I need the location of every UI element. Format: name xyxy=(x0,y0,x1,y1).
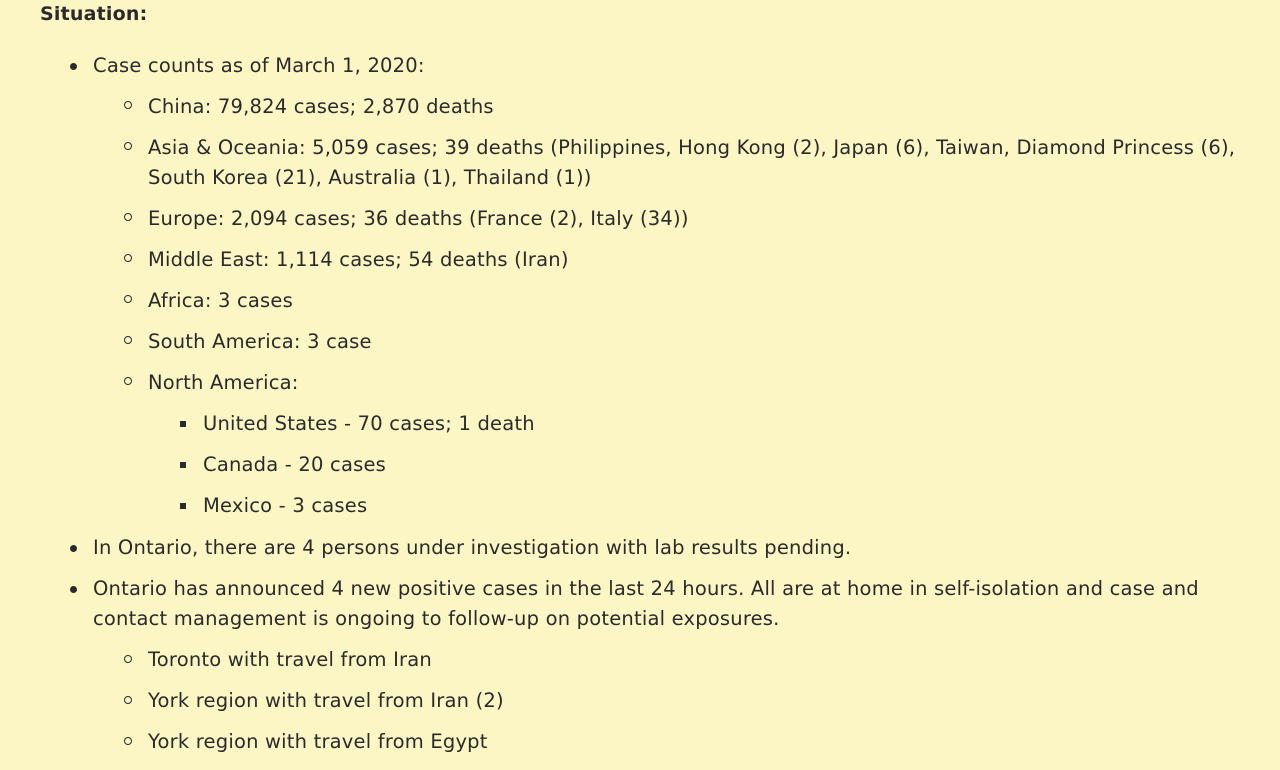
bullet-square xyxy=(180,421,186,427)
list-item-north-america: North America: xyxy=(148,371,299,394)
list-item-asia-oceania-cont: South Korea (21), Australia (1), Thailand (1)) xyxy=(148,166,592,189)
list-item-mexico: Mexico - 3 cases xyxy=(203,494,368,517)
list-item-ontario-new-cases-cont: contact management is ongoing to follow-up on potential exposures. xyxy=(93,607,780,630)
bullet-circle xyxy=(124,254,132,262)
list-item-china: China: 79,824 cases; 2,870 deaths xyxy=(148,95,494,118)
bullet-disc xyxy=(70,586,77,593)
list-item-africa: Africa: 3 cases xyxy=(148,289,293,312)
bullet-square xyxy=(180,462,186,468)
list-item-asia-oceania: Asia & Oceania: 5,059 cases; 39 deaths (Philippines, Hong Kong (2), Japan (6), Taiwan, Diamond Princess (6), xyxy=(148,136,1236,159)
bullet-circle xyxy=(124,101,132,109)
section-title: Situation: xyxy=(40,3,148,25)
bullet-square xyxy=(180,503,186,509)
list-item-york-egypt: York region with travel from Egypt xyxy=(148,730,488,753)
list-item-middle-east: Middle East: 1,114 cases; 54 deaths (Iran) xyxy=(148,248,569,271)
bullet-circle xyxy=(124,336,132,344)
list-item-canada: Canada - 20 cases xyxy=(203,453,387,476)
bullet-disc xyxy=(70,545,77,552)
list-item-south-america: South America: 3 case xyxy=(148,330,372,353)
list-item-europe: Europe: 2,094 cases; 36 deaths (France (2), Italy (34)) xyxy=(148,207,689,230)
bullet-disc xyxy=(70,63,77,70)
list-item-united-states: United States - 70 cases; 1 death xyxy=(203,412,535,435)
list-item-york-iran: York region with travel from Iran (2) xyxy=(148,689,504,712)
bullet-circle xyxy=(124,737,132,745)
list-item-ontario-new-cases: Ontario has announced 4 new positive cases in the last 24 hours. All are at home in self-isolation and case and xyxy=(93,577,1199,600)
bullet-circle xyxy=(124,696,132,704)
bullet-circle xyxy=(124,295,132,303)
bullet-circle xyxy=(124,213,132,221)
list-item-toronto: Toronto with travel from Iran xyxy=(148,648,432,671)
bullet-circle xyxy=(124,655,132,663)
list-item-ontario-investigation: In Ontario, there are 4 persons under investigation with lab results pending. xyxy=(93,536,852,559)
list-item-case-counts: Case counts as of March 1, 2020: xyxy=(93,54,425,77)
bullet-circle xyxy=(124,142,132,150)
bullet-circle xyxy=(124,377,132,385)
